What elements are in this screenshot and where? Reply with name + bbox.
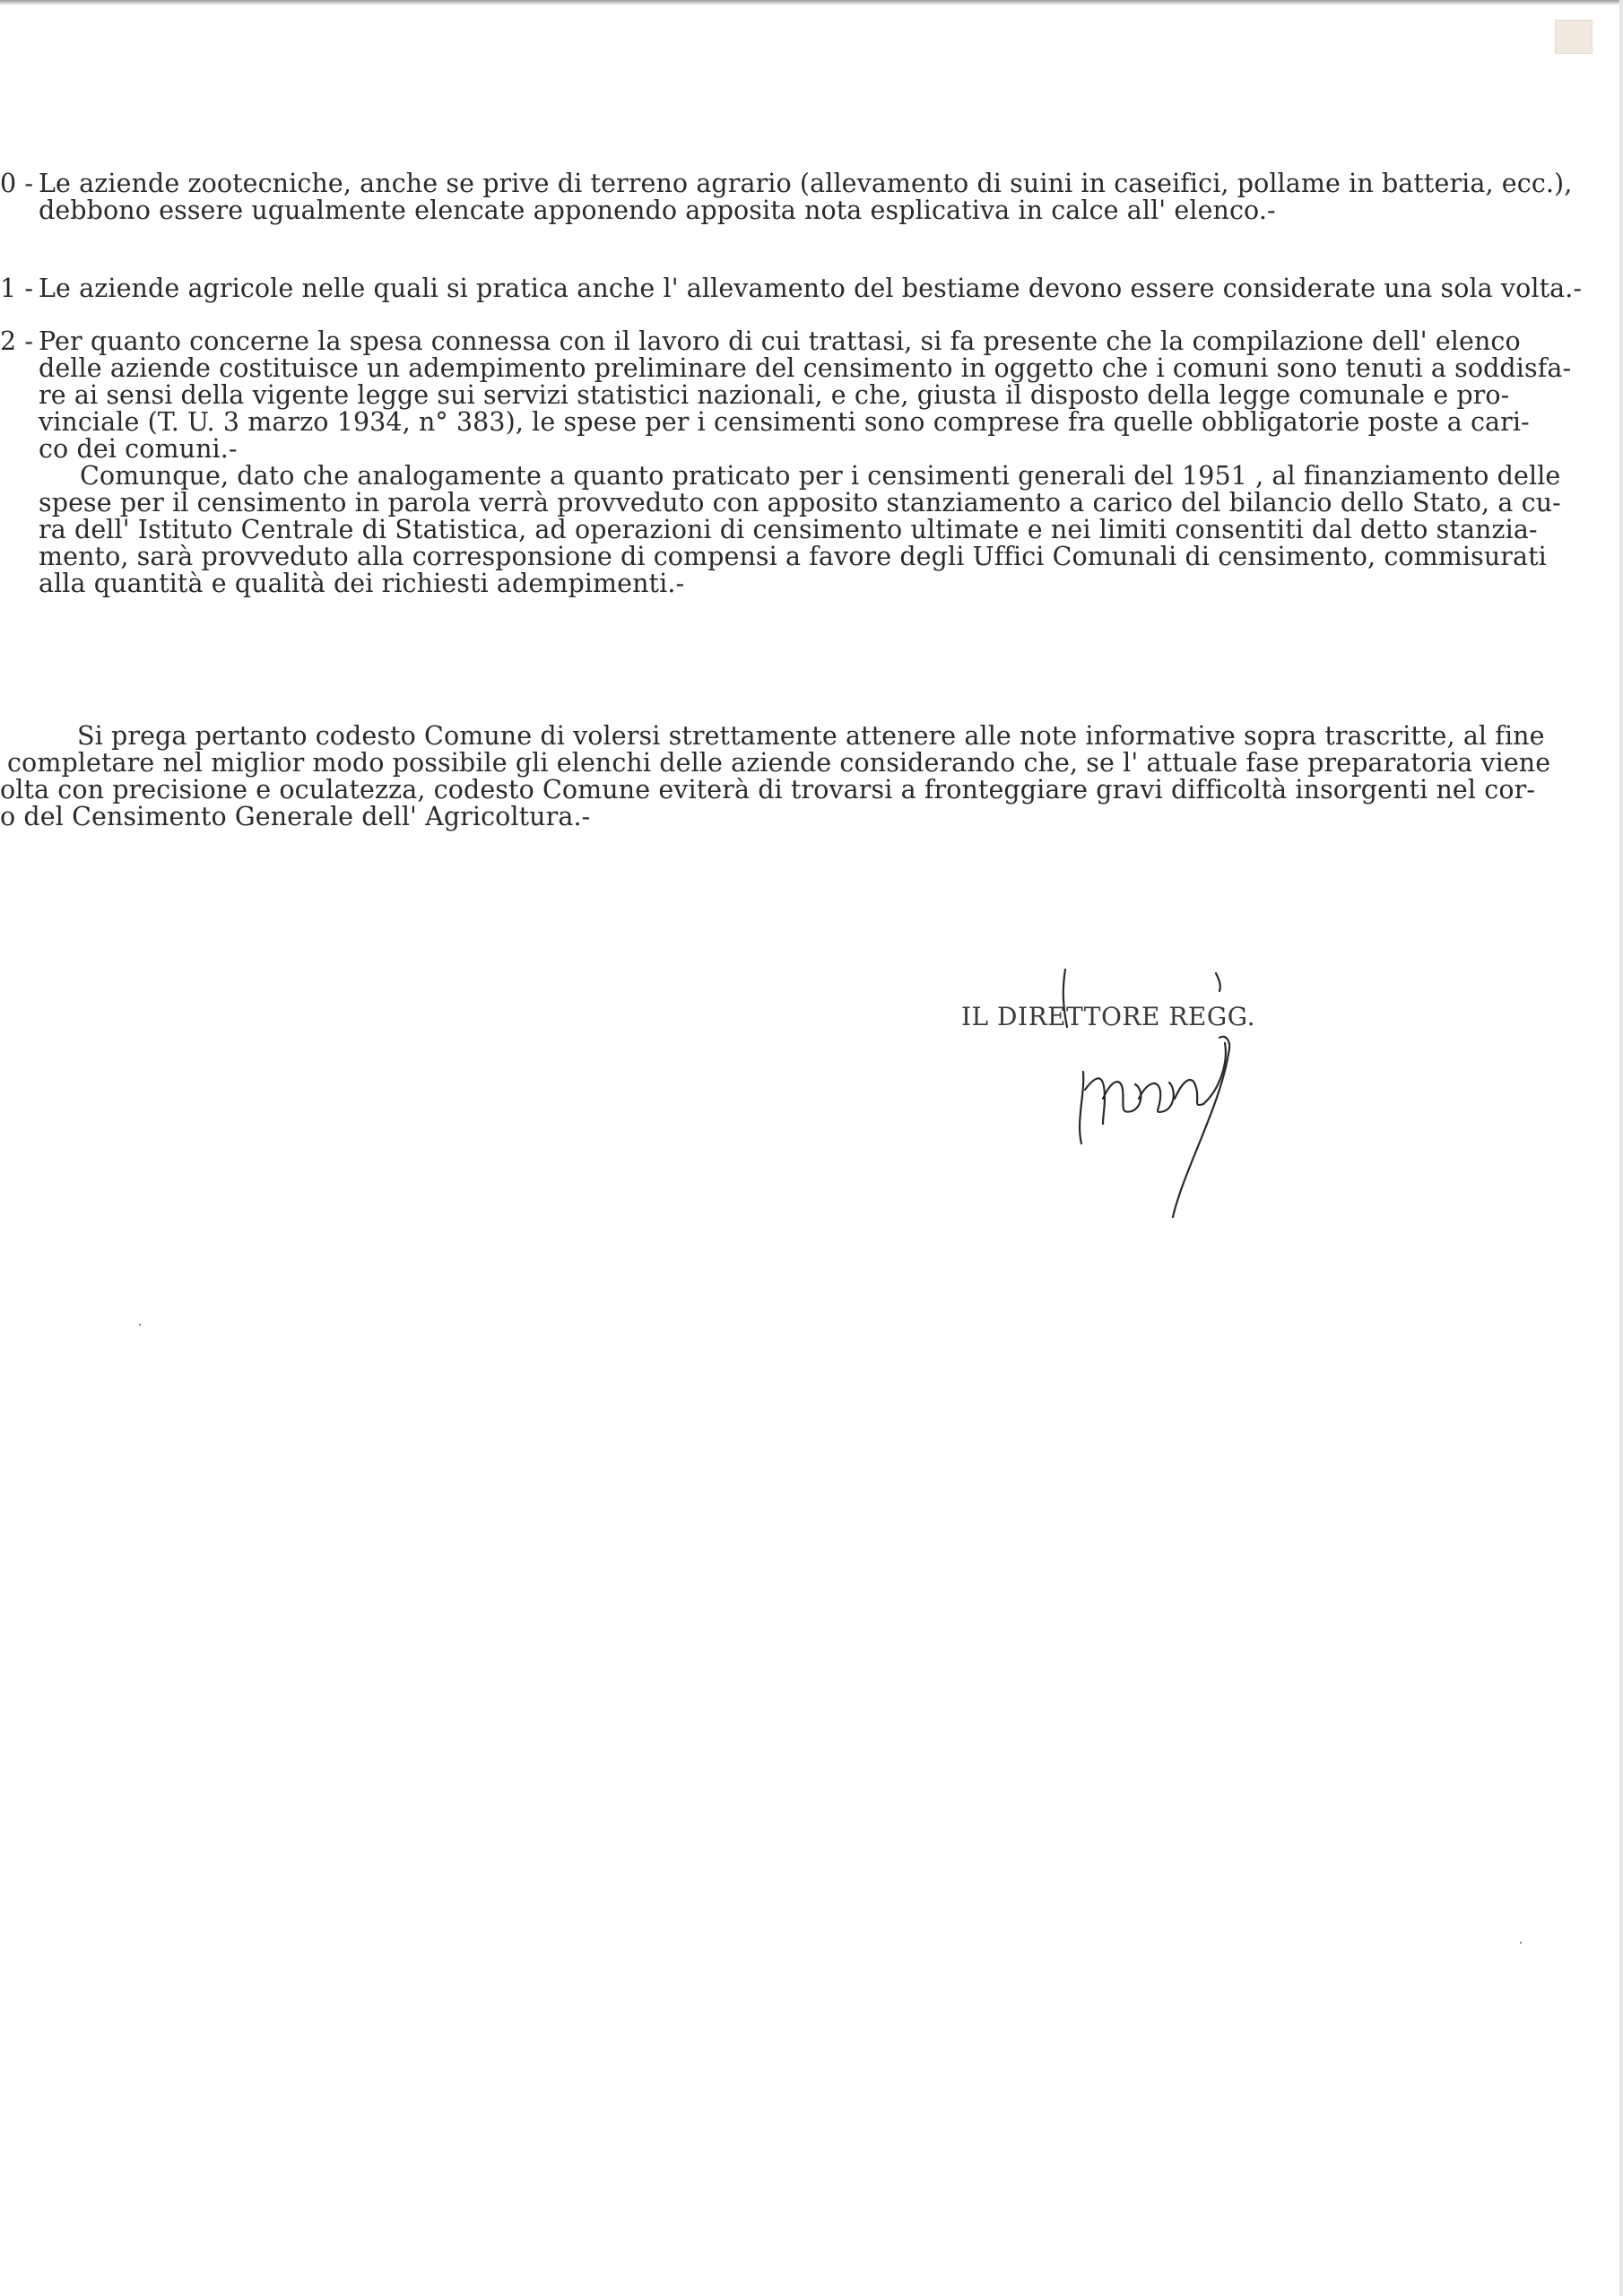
note-0-number: 0 - (0, 169, 34, 198)
note-2-continuation-line-4: mento, sarà provveduto alla corresponsione di compensi a favore degli Uffici Comunali di censimento, commisurati (39, 542, 1547, 571)
note-2 (0, 326, 1572, 660)
closing-line-2: completare nel miglior modo possibile gli elenchi delle aziende considerando che, se l' attuale fase preparatoria viene (7, 748, 1551, 778)
note-2-line-1: Per quanto concerne la spesa connessa con il lavoro di cui trattasi, si fa presente che la compilazione dell' elenco (39, 326, 1521, 356)
note-2-number: 2 - (0, 326, 34, 356)
closing-line-4: o del Censimento Generale dell' Agricoltura.- (0, 802, 591, 831)
note-2-continuation-line-5: alla quantità e qualità dei richiesti adempimenti.- (39, 569, 685, 598)
scan-speck (139, 1324, 141, 1326)
note-2-body (39, 328, 1571, 597)
page-top-edge (0, 0, 1623, 5)
note-2-line-2: delle aziende costituisce un adempimento preliminare del censimento in oggetto che i comuni sono tenuti a soddisfa- (39, 353, 1572, 383)
closing-paragraph (0, 721, 1551, 839)
note-2-line-4: vinciale (T. U. 3 marzo 1934, n° 383), le spese per i censimenti sono comprese fra quelle obbligatorie poste a cari- (39, 407, 1530, 437)
scan-speck (1520, 1942, 1522, 1944)
note-2-continuation-line-3: ra dell' Istituto Centrale di Statistica, ad operazioni di censimento ultimate e nei limiti consentiti dal detto stanzia- (39, 515, 1538, 544)
note-2-continuation-line-2: spese per il censimento in parola verrà provveduto con apposito stanziamento a carico del bilancio dello Stato, a cu- (39, 488, 1561, 517)
paper-corner-tab (1555, 20, 1593, 54)
note-0 (0, 169, 1573, 233)
note-1 (0, 274, 1583, 308)
closing-line-1: Si prega pertanto codesto Comune di volersi strettamente attenere alle note informative sopra trascritte, al fine (77, 721, 1545, 751)
note-1-body (39, 275, 1582, 302)
note-0-line-1: Le aziende zootecniche, anche se prive di terreno agrario (allevamento di suini in caseifici, pollame in batteria, ecc.), (39, 169, 1573, 198)
note-2-line-3: re ai sensi della vigente legge sui servizi statistici nazionali, e che, giusta il disposto della legge comunale e pro- (39, 380, 1510, 410)
closing-line-3: olta con precisione e oculatezza, codesto Comune eviterà di trovarsi a fronteggiare gravi difficoltà insorgenti nel cor- (0, 775, 1536, 804)
note-2-continuation-line-1: Comunque, dato che analogamente a quanto praticato per i censimenti generali del 1951 , al finanziamento delle (80, 461, 1561, 491)
note-1-number: 1 - (0, 274, 34, 303)
note-0-body (39, 170, 1572, 224)
note-0-line-2: debbono essere ugualmente elencate apponendo apposita nota esplicativa in calce all' elenco.- (39, 196, 1276, 225)
handwritten-signature (1049, 964, 1282, 1233)
note-1-line-1: Le aziende agricole nelle quali si pratica anche l' allevamento del bestiame devono essere considerate una sola volta.- (39, 274, 1583, 303)
signature-title: IL DIRETTORE REGG. (961, 1002, 1255, 1031)
note-2-line-5: co dei comuni.- (39, 434, 238, 464)
page-right-edge (1619, 0, 1623, 2296)
